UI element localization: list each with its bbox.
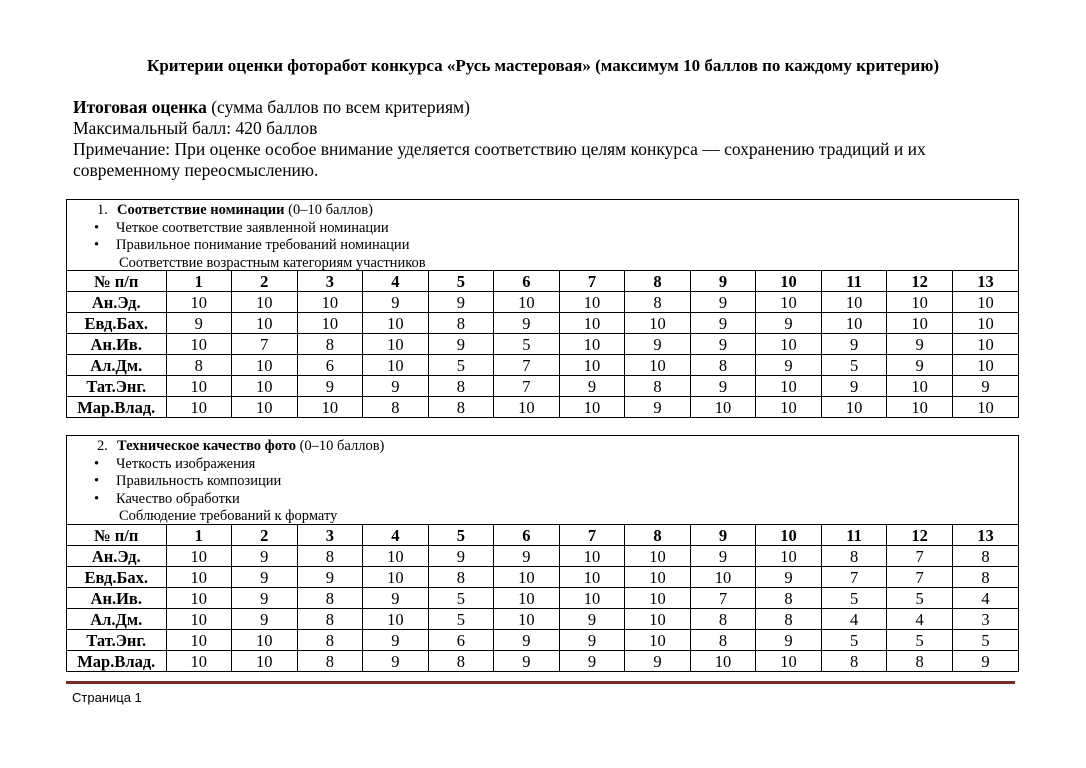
score-cell: 8: [297, 588, 363, 609]
note-line-cont: современному переосмыслению.: [73, 160, 319, 180]
criterion-extra: Соблюдение требований к формату: [119, 508, 338, 524]
column-header: 1: [166, 525, 232, 546]
table-row: [67, 588, 1018, 609]
score-cell: 9: [363, 630, 429, 651]
score-cell: 3: [952, 609, 1018, 630]
score-cell: 10: [887, 292, 953, 313]
score-cell: 8: [625, 292, 691, 313]
score-cell: 8: [690, 609, 756, 630]
score-cell: 4: [952, 588, 1018, 609]
column-header: 13: [952, 525, 1018, 546]
table-header-row: [67, 525, 1018, 546]
score-cell: 9: [494, 546, 560, 567]
score-cell: 10: [559, 588, 625, 609]
score-cell: 9: [690, 334, 756, 355]
score-cell: 8: [297, 630, 363, 651]
row-name: Тат.Энг.: [67, 376, 166, 397]
score-cell: 10: [821, 313, 887, 334]
score-cell: 9: [232, 588, 298, 609]
score-cell: 10: [166, 376, 232, 397]
score-cell: 10: [166, 630, 232, 651]
column-header: 7: [559, 525, 625, 546]
score-cell: 9: [494, 651, 560, 672]
table-row: [67, 651, 1018, 672]
score-cell: 10: [494, 588, 560, 609]
score-cell: 5: [821, 630, 887, 651]
score-cell: 10: [559, 313, 625, 334]
score-cell: 8: [297, 546, 363, 567]
table-row: [67, 609, 1018, 630]
score-cell: 9: [625, 397, 691, 418]
column-header: 12: [887, 525, 953, 546]
criterion-name: Техническое качество фото: [117, 438, 296, 454]
score-cell: 10: [363, 609, 429, 630]
summary-section: [73, 97, 1033, 181]
row-name: Ан.Эд.: [67, 292, 166, 313]
score-cell: 10: [166, 567, 232, 588]
score-cell: 5: [494, 334, 560, 355]
score-cell: 10: [559, 546, 625, 567]
score-cell: 10: [363, 546, 429, 567]
criterion-range: (0–10 баллов): [284, 202, 373, 218]
score-cell: 7: [887, 567, 953, 588]
score-cell: 10: [559, 292, 625, 313]
column-header: 2: [232, 525, 298, 546]
score-cell: 5: [428, 609, 494, 630]
column-header: 4: [363, 525, 429, 546]
score-cell: 9: [494, 630, 560, 651]
column-header: 4: [363, 271, 429, 292]
column-header: 5: [428, 271, 494, 292]
score-cell: 10: [625, 313, 691, 334]
max-score-line: Максимальный балл: 420 баллов: [73, 118, 318, 138]
score-cell: 10: [887, 313, 953, 334]
score-cell: 9: [690, 376, 756, 397]
score-cell: 10: [559, 567, 625, 588]
score-cell: 4: [821, 609, 887, 630]
score-cell: 9: [821, 376, 887, 397]
table-header-row: [67, 271, 1018, 292]
bullet-icon: •: [94, 473, 100, 490]
score-cell: 9: [756, 313, 822, 334]
score-cell: 7: [887, 546, 953, 567]
score-cell: 10: [166, 588, 232, 609]
score-cell: 8: [297, 334, 363, 355]
score-cell: 5: [887, 630, 953, 651]
score-cell: 9: [297, 376, 363, 397]
score-cell: 9: [363, 376, 429, 397]
row-name: Мар.Влад.: [67, 397, 166, 418]
score-cell: 7: [494, 355, 560, 376]
column-header: 5: [428, 525, 494, 546]
row-name: Евд.Бах.: [67, 313, 166, 334]
score-cell: 5: [428, 355, 494, 376]
score-cell: 9: [887, 334, 953, 355]
column-header: 12: [887, 271, 953, 292]
score-cell: 5: [821, 588, 887, 609]
score-cell: 10: [559, 355, 625, 376]
score-cell: 7: [494, 376, 560, 397]
score-cell: 9: [756, 630, 822, 651]
table-row: [67, 567, 1018, 588]
score-cell: 9: [297, 567, 363, 588]
score-cell: 10: [232, 292, 298, 313]
score-cell: 9: [232, 546, 298, 567]
score-cell: 8: [428, 567, 494, 588]
score-cell: 7: [690, 588, 756, 609]
score-cell: 10: [821, 397, 887, 418]
score-cell: 8: [428, 397, 494, 418]
score-cell: 8: [821, 651, 887, 672]
score-cell: 6: [428, 630, 494, 651]
score-cell: 9: [559, 630, 625, 651]
bullet-icon: •: [94, 455, 100, 472]
score-cell: 10: [625, 355, 691, 376]
score-cell: 10: [887, 397, 953, 418]
score-cell: 10: [166, 609, 232, 630]
score-cell: 9: [625, 651, 691, 672]
score-cell: 10: [232, 355, 298, 376]
column-header: 10: [756, 525, 822, 546]
row-name: Тат.Энг.: [67, 630, 166, 651]
column-header: 3: [297, 271, 363, 292]
column-header: 6: [494, 525, 560, 546]
score-cell: 4: [887, 609, 953, 630]
score-cell: 10: [166, 334, 232, 355]
score-cell: 10: [952, 292, 1018, 313]
row-name: Ал.Дм.: [67, 355, 166, 376]
score-cell: 10: [166, 397, 232, 418]
final-score-desc: (сумма баллов по всем критериям): [206, 97, 470, 117]
score-cell: 5: [821, 355, 887, 376]
row-name: Ал.Дм.: [67, 609, 166, 630]
row-name: Ан.Ив.: [67, 334, 166, 355]
score-cell: 9: [756, 567, 822, 588]
score-cell: 10: [232, 630, 298, 651]
bullet-icon: •: [94, 237, 100, 254]
score-cell: 10: [232, 376, 298, 397]
score-cell: 9: [690, 546, 756, 567]
note-line: Примечание: При оценке особое внимание уделяется соответствию целям конкурса — сохранению традиций и их: [73, 139, 926, 159]
table-row: [67, 355, 1018, 376]
row-name: Ан.Эд.: [67, 546, 166, 567]
score-cell: 10: [821, 292, 887, 313]
criterion-bullet: Четкое соответствие заявленной номинации: [116, 219, 389, 236]
header-label: № п/п: [67, 271, 166, 292]
scores-table: [67, 524, 1018, 671]
table-row: [67, 546, 1018, 567]
criterion-block-1: [66, 199, 1019, 418]
criterion-block-2: [66, 435, 1019, 672]
table-row: [67, 334, 1018, 355]
score-cell: 10: [756, 546, 822, 567]
column-header: 11: [821, 525, 887, 546]
score-cell: 8: [625, 376, 691, 397]
header-label: № п/п: [67, 525, 166, 546]
score-cell: 10: [952, 313, 1018, 334]
criterion-bullet: Качество обработки: [116, 490, 240, 507]
score-cell: 10: [297, 292, 363, 313]
score-cell: 10: [625, 630, 691, 651]
score-cell: 9: [952, 376, 1018, 397]
score-cell: 9: [428, 334, 494, 355]
column-header: 9: [690, 271, 756, 292]
score-cell: 5: [952, 630, 1018, 651]
column-header: 11: [821, 271, 887, 292]
score-cell: 7: [232, 334, 298, 355]
score-cell: 5: [887, 588, 953, 609]
score-cell: 9: [494, 313, 560, 334]
table-row: [67, 313, 1018, 334]
score-cell: 10: [952, 334, 1018, 355]
score-cell: 8: [952, 567, 1018, 588]
criterion-range: (0–10 баллов): [295, 438, 385, 454]
score-cell: 10: [297, 397, 363, 418]
criterion-number: 2.: [97, 438, 108, 454]
row-name: Мар.Влад.: [67, 651, 166, 672]
score-cell: 10: [559, 397, 625, 418]
score-cell: 10: [166, 651, 232, 672]
column-header: 3: [297, 525, 363, 546]
score-cell: 10: [690, 567, 756, 588]
score-cell: 9: [232, 567, 298, 588]
column-header: 1: [166, 271, 232, 292]
score-cell: 10: [166, 292, 232, 313]
score-cell: 10: [690, 651, 756, 672]
score-cell: 9: [559, 376, 625, 397]
score-cell: 9: [363, 651, 429, 672]
score-cell: 10: [690, 397, 756, 418]
score-cell: 5: [428, 588, 494, 609]
column-header: 8: [625, 525, 691, 546]
criterion-description: [67, 436, 1018, 524]
score-cell: 9: [428, 546, 494, 567]
table-row: [67, 376, 1018, 397]
score-cell: 9: [821, 334, 887, 355]
criterion-bullet: Правильность композиции: [116, 473, 282, 490]
page-number: Страница 1: [72, 690, 142, 705]
column-header: 7: [559, 271, 625, 292]
score-cell: 9: [363, 588, 429, 609]
score-cell: 6: [297, 355, 363, 376]
score-cell: 10: [756, 651, 822, 672]
score-cell: 10: [166, 546, 232, 567]
criterion-extra: Соответствие возрастным категориям участников: [119, 254, 426, 270]
score-cell: 9: [756, 355, 822, 376]
score-cell: 10: [952, 397, 1018, 418]
score-cell: 10: [363, 313, 429, 334]
column-header: 8: [625, 271, 691, 292]
score-cell: 10: [232, 651, 298, 672]
score-cell: 8: [363, 397, 429, 418]
score-cell: 9: [559, 651, 625, 672]
score-cell: 10: [625, 609, 691, 630]
criterion-description: [67, 200, 1018, 270]
column-header: 9: [690, 525, 756, 546]
row-name: Евд.Бах.: [67, 567, 166, 588]
score-cell: 8: [690, 630, 756, 651]
score-cell: 10: [363, 355, 429, 376]
score-cell: 9: [363, 292, 429, 313]
table-row: [67, 397, 1018, 418]
footer-divider: [66, 681, 1015, 684]
score-cell: 8: [690, 355, 756, 376]
score-cell: 8: [428, 313, 494, 334]
scores-table: [67, 270, 1018, 417]
score-cell: 10: [494, 567, 560, 588]
score-cell: 8: [297, 609, 363, 630]
score-cell: 10: [232, 313, 298, 334]
column-header: 6: [494, 271, 560, 292]
score-cell: 10: [297, 313, 363, 334]
score-cell: 10: [232, 397, 298, 418]
score-cell: 8: [428, 651, 494, 672]
score-cell: 10: [625, 588, 691, 609]
score-cell: 8: [756, 588, 822, 609]
criterion-bullet: Четкость изображения: [116, 455, 256, 472]
score-cell: 8: [952, 546, 1018, 567]
final-score-label: Итоговая оценка: [73, 97, 207, 117]
score-cell: 9: [690, 292, 756, 313]
score-cell: 10: [756, 292, 822, 313]
criterion-number: 1.: [97, 202, 108, 218]
score-cell: 8: [887, 651, 953, 672]
score-cell: 10: [494, 292, 560, 313]
table-row: [67, 630, 1018, 651]
score-cell: 9: [887, 355, 953, 376]
score-cell: 10: [494, 397, 560, 418]
table-row: [67, 292, 1018, 313]
score-cell: 9: [559, 609, 625, 630]
score-cell: 9: [428, 292, 494, 313]
row-name: Ан.Ив.: [67, 588, 166, 609]
score-cell: 9: [232, 609, 298, 630]
score-cell: 10: [625, 567, 691, 588]
score-cell: 8: [297, 651, 363, 672]
column-header: 13: [952, 271, 1018, 292]
column-header: 2: [232, 271, 298, 292]
criterion-bullet: Правильное понимание требований номинации: [116, 237, 410, 254]
score-cell: 10: [363, 334, 429, 355]
document-title: Критерии оценки фоторабот конкурса «Русь мастеровая» (максимум 10 баллов по каждому критерию): [147, 56, 939, 75]
column-header: 10: [756, 271, 822, 292]
score-cell: 10: [756, 397, 822, 418]
score-cell: 9: [952, 651, 1018, 672]
score-cell: 10: [887, 376, 953, 397]
score-cell: 9: [166, 313, 232, 334]
score-cell: 10: [494, 609, 560, 630]
score-cell: 9: [690, 313, 756, 334]
score-cell: 8: [756, 609, 822, 630]
score-cell: 10: [559, 334, 625, 355]
score-cell: 8: [166, 355, 232, 376]
score-cell: 10: [952, 355, 1018, 376]
score-cell: 9: [625, 334, 691, 355]
score-cell: 8: [428, 376, 494, 397]
score-cell: 8: [821, 546, 887, 567]
final-score-line: [73, 97, 1033, 118]
score-cell: 7: [821, 567, 887, 588]
bullet-icon: •: [94, 490, 100, 507]
score-cell: 10: [756, 376, 822, 397]
criterion-name: Соответствие номинации: [117, 202, 285, 218]
score-cell: 10: [625, 546, 691, 567]
score-cell: 10: [363, 567, 429, 588]
bullet-icon: •: [94, 219, 100, 236]
score-cell: 10: [756, 334, 822, 355]
